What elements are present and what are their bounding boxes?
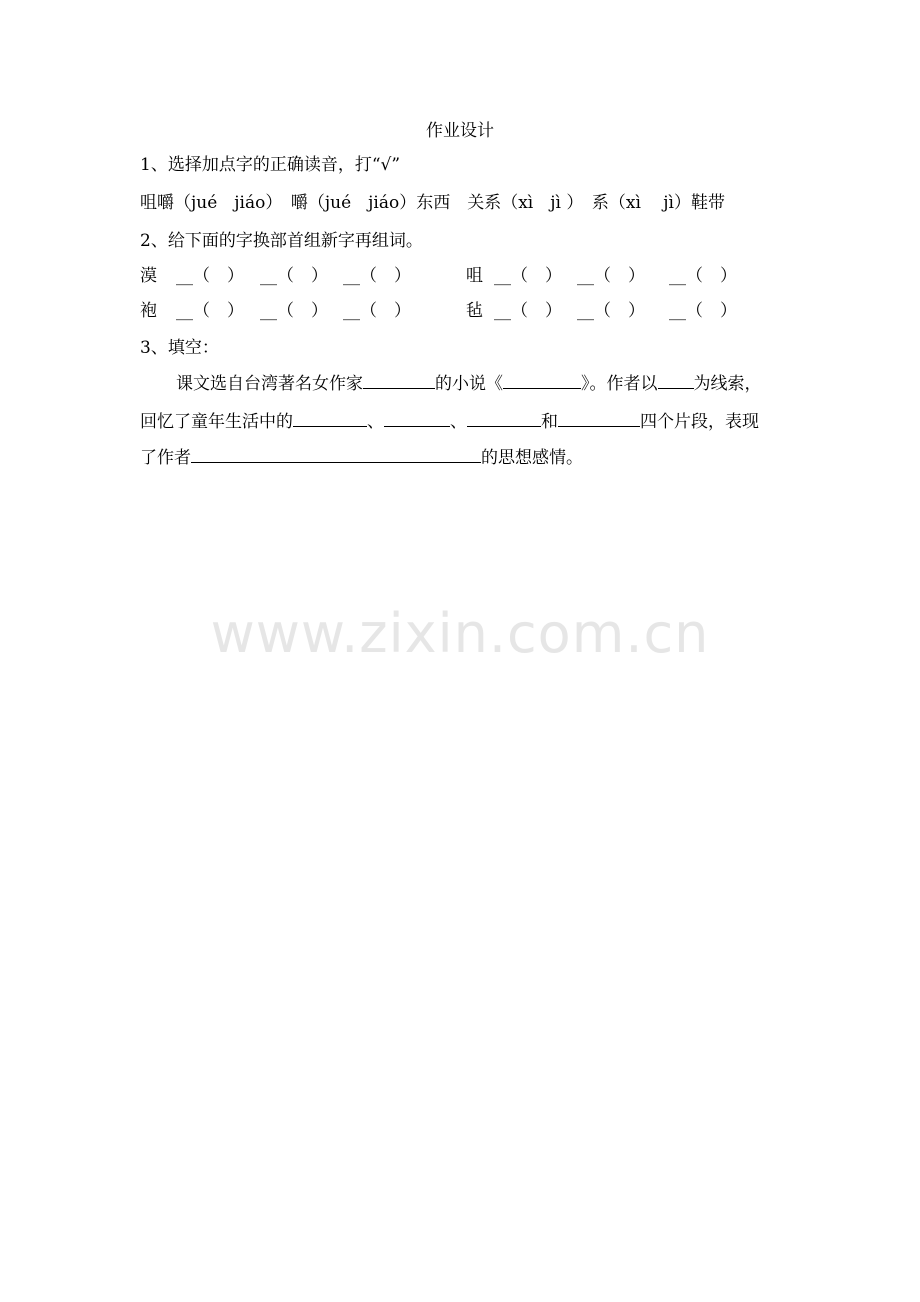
watermark: www.zixin.com.cn: [210, 602, 710, 665]
q2-blank: __（ ）: [176, 301, 244, 321]
q3-paragraph-line-1: [176, 372, 762, 395]
q3-paragraph-line-3: [140, 446, 583, 469]
question-2-heading: 2、给下面的字换部首组新字再组词。: [140, 231, 423, 251]
q2-blank: __（ ）: [577, 301, 645, 321]
question-1-options: 咀嚼（jué jiáo） 嚼（jué jiáo）东西 关系（xì jì ） 系（xì jì）鞋带: [140, 193, 725, 213]
q2-blank: __（ ）: [577, 266, 645, 286]
fill-blank-novel[interactable]: [503, 372, 581, 389]
q2-char-1: 漠: [140, 266, 157, 286]
q3-text: 、: [450, 412, 467, 432]
fill-blank-clue[interactable]: [658, 372, 694, 389]
q3-text: 了作者: [140, 448, 191, 468]
fill-blank-author[interactable]: [363, 372, 435, 389]
q3-text: 回忆了童年生活中的: [140, 412, 293, 432]
q2-blank: __（ ）: [669, 301, 737, 321]
fill-blank-episode-2[interactable]: [384, 410, 450, 427]
question-3-heading: 3、填空：: [140, 338, 219, 358]
q3-text: 四个片段，表现: [640, 412, 759, 432]
fill-blank-feelings[interactable]: [191, 446, 481, 463]
q2-blank: __（ ）: [343, 266, 411, 286]
fill-blank-episode-4[interactable]: [558, 410, 640, 427]
q3-text: 的小说《: [435, 374, 503, 394]
q2-blank: __（ ）: [260, 266, 328, 286]
q2-char-4: 毡: [466, 301, 483, 321]
q2-blank: __（ ）: [494, 266, 562, 286]
q3-text: 的思想感情。: [481, 448, 583, 468]
q3-text: 课文选自台湾著名女作家: [176, 374, 363, 394]
q3-text: 、: [367, 412, 384, 432]
q2-blank: __（ ）: [260, 301, 328, 321]
q2-blank: __（ ）: [669, 266, 737, 286]
q3-paragraph-line-2: [140, 410, 759, 433]
fill-blank-episode-1[interactable]: [293, 410, 367, 427]
q3-text: 为线索，: [693, 374, 762, 394]
q2-blank: __（ ）: [176, 266, 244, 286]
q3-text: 》。作者以: [581, 374, 658, 394]
q2-char-3: 袍: [140, 301, 157, 321]
q2-blank: __（ ）: [494, 301, 562, 321]
fill-blank-episode-3[interactable]: [467, 410, 541, 427]
q2-char-2: 咀: [466, 266, 483, 286]
q2-blank: __（ ）: [343, 301, 411, 321]
q3-text: 和: [541, 412, 558, 432]
document-title: 作业设计: [426, 121, 494, 141]
question-1-heading: 1、选择加点字的正确读音，打“√”: [140, 155, 401, 175]
